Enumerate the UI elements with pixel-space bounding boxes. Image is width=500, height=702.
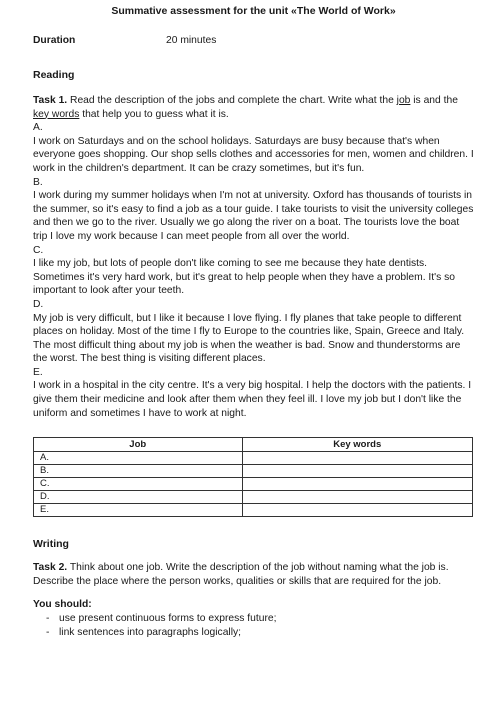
passage-letter: A. xyxy=(33,122,43,134)
duration-label: Duration xyxy=(33,35,76,46)
task2-instructions xyxy=(33,561,474,588)
you-should-heading: You should: xyxy=(33,599,92,611)
task2-label: Task 2. xyxy=(33,562,68,574)
key-words-cell[interactable] xyxy=(242,504,473,517)
passage-a xyxy=(33,121,474,175)
task1-key-words: key words xyxy=(33,108,80,120)
key-words-cell[interactable] xyxy=(242,478,473,491)
task1-text-c: that help you to guess what it is. xyxy=(79,108,229,120)
requirements-list xyxy=(33,612,474,639)
row-label-cell[interactable]: D. xyxy=(34,491,243,504)
list-item xyxy=(46,626,474,640)
passage-text: I work during my summer holidays when I'm not at university. Oxford has thousands of tourists in the summer, so it's easy to find a job as a tour guide. I take tourists to visit the university colleges and then we go to the river. Usually we go along the river on a boat. The tourists love the boat trip I love my work because I can meet people from all over the world. xyxy=(33,190,474,242)
duration-row xyxy=(33,34,474,48)
task1-text-b: is and the xyxy=(410,95,458,106)
passage-c xyxy=(33,244,474,298)
header-key-words: Key words xyxy=(242,438,473,452)
passage-b xyxy=(33,176,474,244)
passage-e xyxy=(33,366,474,420)
task2-text: Think about one job. Write the description of the job without naming what the job is. Describe the place where the person works, qualities or skills that are required for the job. xyxy=(33,562,449,587)
passage-text: My job is very difficult, but I like it because I love flying. I fly planes that take people to different places on holiday. Most of the time I fly to Europe to the countries like, Spain, Greece and Italy. The most difficult thing about my job is when the weather is bad. Snow and thunderstorms are the worst. The best thing is visiting different places. xyxy=(33,312,465,365)
job-chart-table xyxy=(33,437,473,517)
row-label-cell[interactable]: C. xyxy=(34,478,243,491)
row-label-cell[interactable]: A. xyxy=(34,452,243,465)
reading-heading: Reading xyxy=(33,69,75,81)
passage-d xyxy=(33,298,474,366)
list-item xyxy=(46,612,474,626)
key-words-cell[interactable] xyxy=(242,465,473,478)
passage-text: I work on Saturdays and on the school holidays. Saturdays are busy because that's when everyone goes shopping. Our shop sells clothes and accessories for men, women and children. I work in the children's department. It can be crazy sometimes, but it's fun. xyxy=(33,135,474,174)
passage-text: I like my job, but lots of people don't like coming to see me because they hate dentists. Sometimes it's very hard work, but it's great to help people when they have a problem. It's so important to look after your teeth. xyxy=(33,258,455,297)
passage-letter: E. xyxy=(33,366,43,378)
row-label-cell[interactable]: B. xyxy=(34,465,243,478)
dash-bullet-icon: - xyxy=(46,626,50,638)
page-title: Summative assessment for the unit «The World of Work» xyxy=(111,5,396,17)
list-item-text: use present continuous forms to express future; xyxy=(59,613,277,625)
writing-heading: Writing xyxy=(33,538,69,551)
key-words-cell[interactable] xyxy=(242,452,473,465)
table-row xyxy=(34,491,473,504)
table-row xyxy=(34,504,473,517)
duration-value: 20 minutes xyxy=(166,35,217,46)
table-row xyxy=(34,465,473,478)
task1-label: Task 1. xyxy=(33,95,68,106)
table-header-row xyxy=(34,438,473,452)
table-row xyxy=(34,478,473,491)
passage-letter: B. xyxy=(33,176,43,188)
key-words-cell[interactable] xyxy=(242,491,473,504)
list-item-text: link sentences into paragraphs logically; xyxy=(59,626,242,638)
task1-instructions xyxy=(33,94,474,121)
task1-job-word: job xyxy=(396,95,411,106)
row-label-cell[interactable]: E. xyxy=(34,504,243,517)
passage-letter: C. xyxy=(33,244,44,256)
header-job: Job xyxy=(34,438,243,452)
task1-text-a: Read the description of the jobs and complete the chart. Write what the xyxy=(67,95,397,106)
passage-text: I work in a hospital in the city centre. It's a very big hospital. I help the doctors with the patients. I give them their medicine and look after them when they feel ill. I love my job but I don't like the uniform and sometimes I have to work at night. xyxy=(33,380,472,419)
passage-letter: D. xyxy=(33,298,44,310)
dash-bullet-icon: - xyxy=(46,613,50,625)
table-row xyxy=(34,452,473,465)
